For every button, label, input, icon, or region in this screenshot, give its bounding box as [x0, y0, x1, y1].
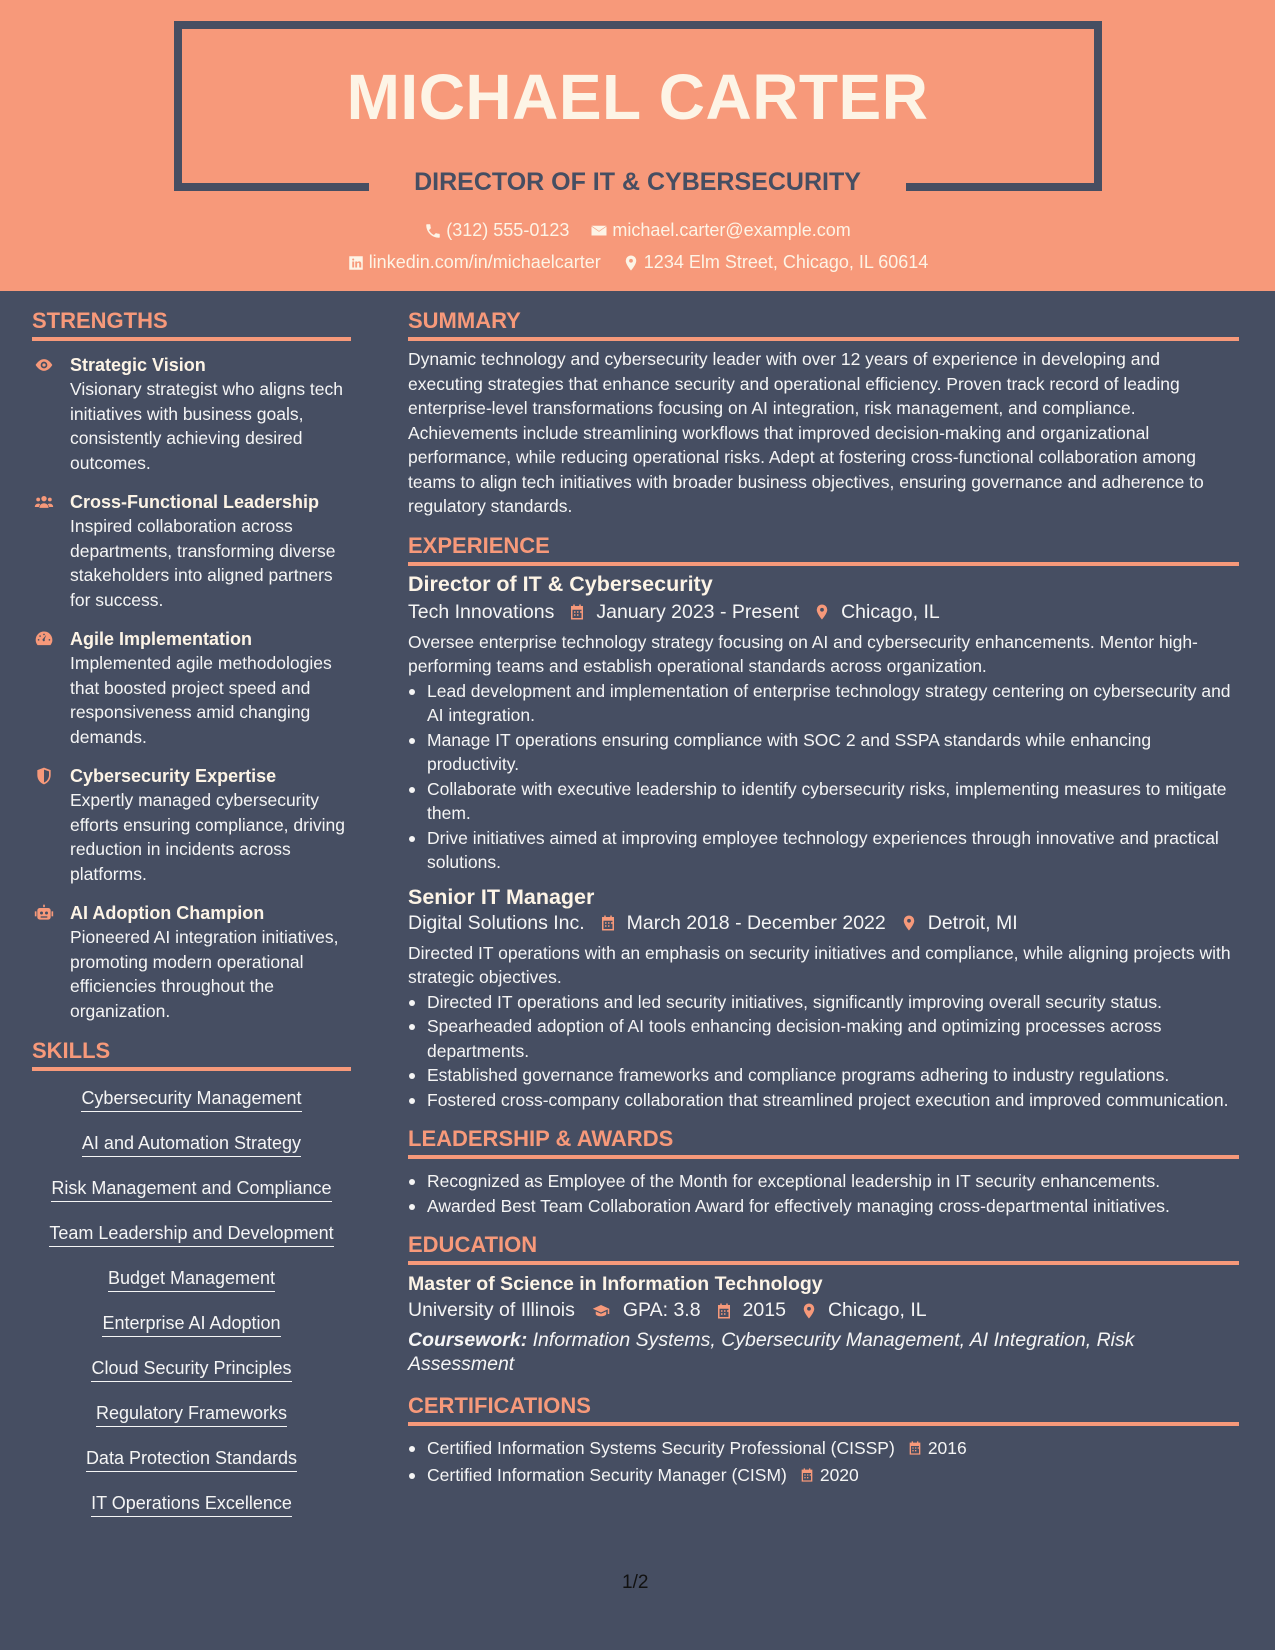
header-banner	[0, 0, 1275, 291]
strength-title: Strategic Vision	[70, 355, 206, 375]
gauge-icon	[33, 629, 55, 649]
skills-list	[32, 1088, 351, 1538]
list-item	[408, 1436, 1239, 1461]
company-name: Tech Innovations	[408, 600, 555, 623]
map-pin-icon	[622, 254, 640, 272]
strength-item	[32, 901, 351, 1023]
strength-title: Cross-Functional Leadership	[70, 492, 320, 512]
map-pin-icon	[813, 603, 831, 621]
list-item: Spearheaded adoption of AI tools enhancing decision-making and optimizing processes across departments.	[408, 1014, 1239, 1063]
email-text[interactable]: michael.carter@example.com	[612, 220, 851, 240]
left-column	[32, 291, 351, 1538]
list-item: Established governance frameworks and compliance programs adhering to industry regulations.	[408, 1063, 1239, 1088]
strength-item	[32, 353, 351, 475]
strength-item	[32, 490, 351, 612]
job-title: Senior IT Manager	[408, 884, 595, 909]
job-description: Directed IT operations with an emphasis on security initiatives and compliance, while aligning projects with strategic objectives.	[408, 942, 1231, 987]
linkedin-icon	[347, 254, 365, 272]
job-meta	[408, 601, 1239, 624]
calendar-icon	[907, 1440, 923, 1456]
job-description: Oversee enterprise technology strategy focusing on AI and cybersecurity enhancements. Mentor high-performing teams and establish operational standards across organization.	[408, 631, 1198, 676]
skill-item: Cloud Security Principles	[91, 1358, 291, 1382]
address-text: 1234 Elm Street, Chicago, IL 60614	[643, 252, 929, 272]
strength-title: Agile Implementation	[70, 629, 253, 649]
job-bullets	[408, 679, 1239, 875]
list-item: Manage IT operations ensuring compliance with SOC 2 and SSPA standards while enhancing productivity.	[408, 728, 1239, 777]
phone-text: (312) 555-0123	[446, 220, 570, 240]
strength-desc: Expertly managed cybersecurity efforts ensuring compliance, driving reduction in incidents across platforms.	[70, 790, 345, 884]
skill-item: Enterprise AI Adoption	[102, 1313, 280, 1337]
gpa-text: GPA: 3.8	[622, 1299, 701, 1321]
strengths-list	[32, 353, 351, 1023]
phone-icon	[424, 222, 442, 240]
right-column	[408, 291, 1239, 1487]
strength-item	[32, 764, 351, 886]
strength-title: AI Adoption Champion	[70, 903, 265, 923]
eye-icon	[33, 355, 55, 375]
strength-desc: Pioneered AI integration initiatives, promoting modern operational efficiencies throughout the organization.	[70, 927, 339, 1021]
certifications-list	[408, 1436, 1239, 1487]
cert-name: Certified Information Systems Security Professional (CISSP)	[427, 1438, 895, 1458]
job-title: Director of IT & Cybersecurity	[408, 571, 713, 596]
skill-item: Risk Management and Compliance	[51, 1178, 331, 1202]
email-contact[interactable]	[590, 220, 850, 241]
skill-item: IT Operations Excellence	[91, 1493, 292, 1517]
job-bullets	[408, 990, 1239, 1113]
phone-contact	[424, 220, 569, 241]
list-item	[408, 1463, 1239, 1488]
job-dates: March 2018 - December 2022	[626, 911, 886, 934]
list-item: Directed IT operations and led security initiatives, significantly improving overall security status.	[408, 990, 1239, 1015]
skill-item: Budget Management	[108, 1268, 275, 1292]
coursework	[408, 1328, 1239, 1376]
linkedin-text[interactable]: linkedin.com/in/michaelcarter	[368, 252, 601, 272]
summary-heading: SUMMARY	[408, 308, 1239, 341]
skill-item: Cybersecurity Management	[81, 1088, 301, 1112]
candidate-name: MICHAEL CARTER	[346, 61, 929, 133]
users-icon	[33, 492, 55, 512]
experience-heading: EXPERIENCE	[408, 533, 1239, 566]
certifications-heading: CERTIFICATIONS	[408, 1393, 1239, 1426]
list-item: Drive initiatives aimed at improving employee technology experiences through innovative and practical solutions.	[408, 826, 1239, 875]
list-item: Fostered cross-company collaboration that streamlined project execution and improved communication.	[408, 1088, 1239, 1113]
awards-list	[408, 1169, 1239, 1218]
coursework-label: Coursework:	[408, 1329, 528, 1351]
graduation-cap-icon	[589, 1302, 613, 1320]
address-contact	[622, 252, 929, 273]
school-name: University of Illinois	[408, 1299, 575, 1321]
map-pin-icon	[800, 1302, 818, 1320]
degree-title: Master of Science in Information Technology	[408, 1273, 823, 1295]
school-location: Chicago, IL	[827, 1299, 927, 1321]
summary-text: Dynamic technology and cybersecurity leader with over 12 years of experience in developing and executing strategies that enhance security and operational efficiency. Proven track record of leading enterprise-level transformations focusing on AI integration, risk management, and compliance. Achievements include streamlining workflows that improved decision-making and organizational performance, while reducing operational risks. Adept at fostering cross-functional collaboration among teams to align tech initiatives with broader business objectives, ensuring governance and adherence to regulatory standards.	[408, 349, 1204, 516]
strength-item	[32, 627, 351, 749]
candidate-title: DIRECTOR OF IT & CYBERSECURITY	[414, 168, 861, 196]
contact-row-1	[0, 220, 1275, 245]
page-number: 1/2	[622, 1572, 649, 1593]
strength-desc: Implemented agile methodologies that boosted project speed and responsiveness amid changing demands.	[70, 653, 332, 747]
coursework-text: Information Systems, Cybersecurity Management, AI Integration, Risk Assessment	[408, 1329, 1135, 1375]
contact-row-2	[0, 252, 1275, 277]
calendar-icon	[599, 914, 617, 932]
list-item: Awarded Best Team Collaboration Award for effectively managing cross-departmental initiatives.	[408, 1194, 1239, 1219]
skills-heading: SKILLS	[32, 1038, 351, 1071]
calendar-icon	[715, 1302, 733, 1320]
skill-item: Team Leadership and Development	[49, 1223, 333, 1247]
skill-item: Data Protection Standards	[86, 1448, 297, 1472]
map-pin-icon	[900, 914, 918, 932]
job-dates: January 2023 - Present	[596, 600, 800, 623]
list-item: Lead development and implementation of enterprise technology strategy centering on cybersecurity and AI integration.	[408, 679, 1239, 728]
envelope-icon	[590, 222, 608, 240]
list-item: Collaborate with executive leadership to identify cybersecurity risks, implementing measures to mitigate them.	[408, 777, 1239, 826]
graduation-year: 2015	[742, 1299, 786, 1321]
linkedin-contact[interactable]	[347, 252, 601, 273]
shield-icon	[33, 766, 55, 786]
education-heading: EDUCATION	[408, 1232, 1239, 1265]
cert-year: 2020	[819, 1464, 859, 1485]
company-name: Digital Solutions Inc.	[408, 911, 585, 934]
cert-name: Certified Information Security Manager (CISM)	[427, 1464, 787, 1485]
education-entry	[408, 1273, 1239, 1376]
job-entry	[408, 572, 1239, 875]
strength-title: Cybersecurity Expertise	[70, 766, 277, 786]
list-item: Recognized as Employee of the Month for exceptional leadership in IT security enhancements.	[408, 1169, 1239, 1194]
job-location: Detroit, MI	[927, 911, 1018, 934]
cert-year: 2016	[927, 1438, 967, 1458]
calendar-icon	[568, 603, 586, 621]
job-meta	[408, 912, 1239, 935]
skill-item: Regulatory Frameworks	[96, 1403, 287, 1427]
calendar-icon	[799, 1467, 815, 1483]
awards-heading: LEADERSHIP & AWARDS	[408, 1126, 1239, 1159]
strengths-heading: STRENGTHS	[32, 308, 351, 341]
strength-desc: Inspired collaboration across departments, transforming diverse stakeholders into aligned partners for success.	[70, 516, 336, 610]
education-meta	[408, 1299, 1239, 1322]
skill-item: AI and Automation Strategy	[82, 1133, 301, 1157]
strength-desc: Visionary strategist who aligns tech initiatives with business goals, consistently achieving desired outcomes.	[70, 379, 344, 473]
job-entry	[408, 885, 1239, 1113]
robot-icon	[33, 903, 55, 923]
job-location: Chicago, IL	[841, 600, 940, 623]
